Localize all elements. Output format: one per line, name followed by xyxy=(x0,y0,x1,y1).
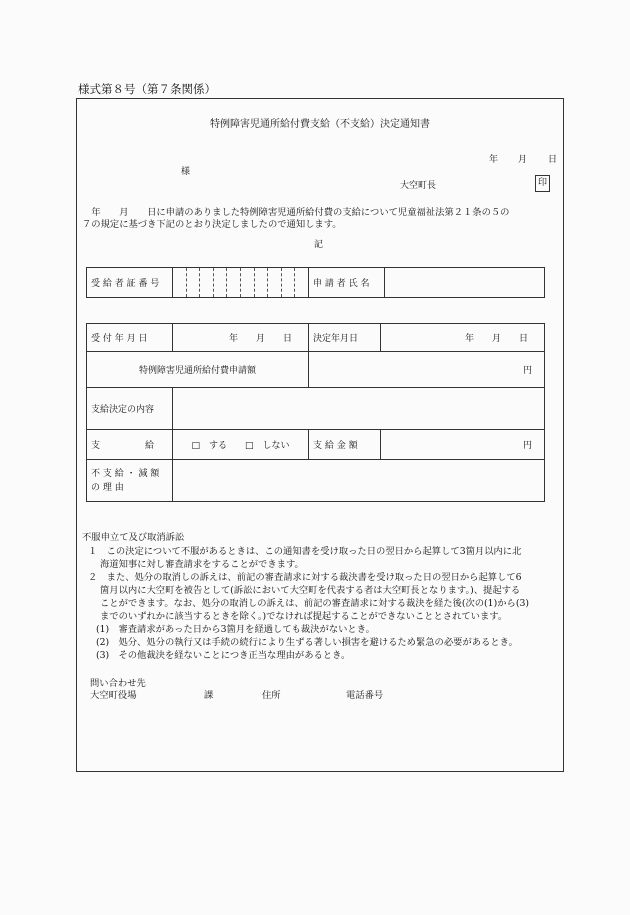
contact-section: 課 xyxy=(204,690,214,701)
reason-label-line-1: 不 支 給 ・ 減 額 xyxy=(91,468,160,479)
appeal-line-2: 海道知事に対し審査請求をすることができます。 xyxy=(100,559,304,570)
contact-phone: 電話番号 xyxy=(346,690,384,701)
recipient-honorific: 様 xyxy=(181,167,191,177)
form-number-label: 様式第８号（第７条関係） xyxy=(78,82,216,96)
intro-line-1: 年 月 日に申請のありました特例障害児通所給付費の支給について児童福祉法第２１条の５の xyxy=(82,207,510,218)
appeal-item-2: (2) 処分、処分の執行又は手続の続行により生ずる著しい損害を避けるため緊急の必要があるとき。 xyxy=(96,637,518,648)
received-date-value[interactable]: 年 月 日 xyxy=(173,324,309,352)
recipient-info-table xyxy=(86,267,545,298)
seal-stamp-box: 印 xyxy=(535,175,550,192)
date-year: 年 xyxy=(489,155,499,165)
ki-label: 記 xyxy=(314,240,324,250)
reason-field[interactable] xyxy=(173,460,545,502)
appeal-line-6: までのいずれかに該当するときを除く。)でなければ提起することができないこととされています。 xyxy=(100,611,508,622)
paid-amount-value[interactable]: 円 xyxy=(381,430,545,460)
payment-label: 支 給 xyxy=(87,430,173,460)
requested-amount-label: 特例障害児通所給付費申請額 xyxy=(87,352,309,388)
date-day: 日 xyxy=(548,155,558,165)
appeal-line-1: １ この決定について不服があるときは、この通知書を受け取った日の翌日から起算して3箇月以内に北 xyxy=(88,546,522,557)
requested-amount-value[interactable]: 円 xyxy=(309,352,545,388)
issuer-name: 大空町長 xyxy=(400,181,437,191)
appeal-heading: 不服申立て及び取消訴訟 xyxy=(82,532,185,543)
decision-date-label: 決定年月日 xyxy=(309,324,381,352)
contact-heading: 問い合わせ先 xyxy=(90,678,146,689)
appeal-line-3: ２ また、処分の取消しの訴えは、前記の審査請求に対する裁決書を受け取った日の翌日から起算して6 xyxy=(88,572,522,583)
decision-content-label: 支給決定の内容 xyxy=(87,388,173,430)
reason-label xyxy=(87,460,173,502)
decision-date-value[interactable]: 年 月 日 xyxy=(381,324,545,352)
date-month: 月 xyxy=(518,155,528,165)
appeal-line-4: 箇月以内に大空町を被告として(訴訟において大空町を代表する者は大空町長となります。)、提起する xyxy=(100,585,521,596)
decision-table xyxy=(86,323,545,502)
reason-label-line-2: の 理 由 xyxy=(91,482,124,493)
contact-address: 住所 xyxy=(262,690,281,701)
received-date-label: 受 付 年 月 日 xyxy=(87,324,173,352)
cert-number-label: 受 給 者 証 番 号 xyxy=(87,268,173,298)
document-title: 特例障害児通所給付費支給（不支給）決定通知書 xyxy=(210,119,430,130)
decision-content-field[interactable] xyxy=(173,388,545,430)
intro-line-2: ７の規定に基づき下記のとおり決定しましたので通知します。 xyxy=(82,219,342,230)
appeal-line-5: ことができます。なお、処分の取消しの訴えは、前記の審査請求に対する裁決を経た後(次の(1)から(3) xyxy=(100,598,529,609)
contact-office: 大空町役場 xyxy=(90,690,137,701)
cert-number-field[interactable] xyxy=(173,268,309,298)
paid-amount-label: 支 給 金 額 xyxy=(309,430,381,460)
appeal-item-1: (1) 審査請求があった日から3箇月を経過しても裁決がないとき。 xyxy=(96,624,375,635)
payment-options[interactable]: □ する □ しない xyxy=(173,430,309,460)
appeal-item-3: (3) その他裁決を経ないことにつき正当な理由があるとき。 xyxy=(96,650,351,661)
applicant-name-field[interactable] xyxy=(385,268,545,298)
applicant-name-label: 申 請 者 氏 名 xyxy=(309,268,385,298)
